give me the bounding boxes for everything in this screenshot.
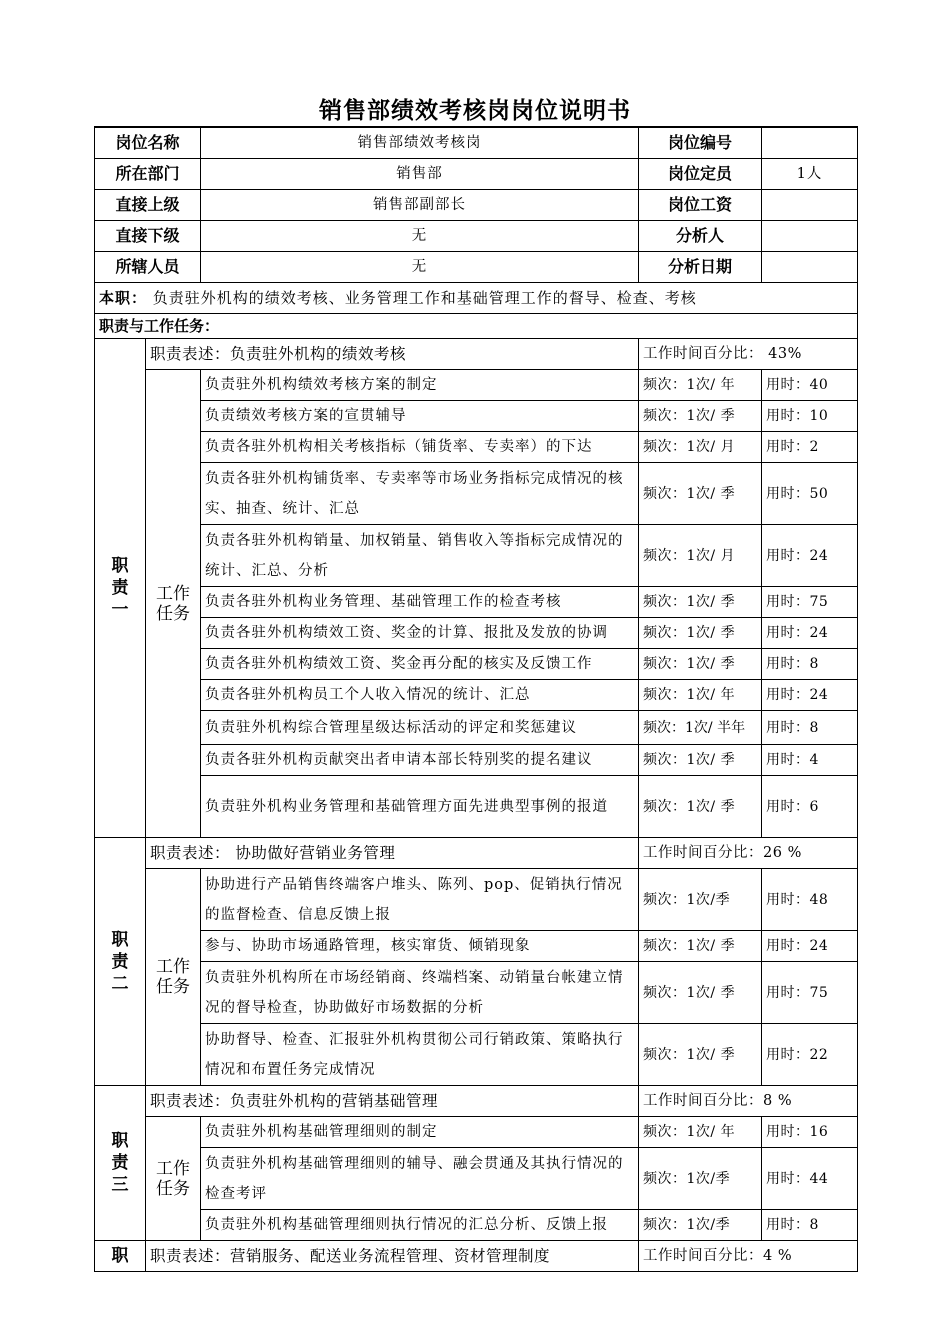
task-row — [95, 587, 858, 618]
task-hours: 用时：48 — [762, 869, 858, 931]
duty-label-text: 职责一 — [111, 556, 129, 620]
duty-label-text: 职责三 — [111, 1131, 129, 1195]
task-text: 协助进行产品销售终端客户堆头、陈列、pop、促销执行情况的监督检查、信息反馈上报 — [201, 869, 639, 931]
task-text: 负责各驻外机构贡献突出者申请本部长特别奖的提名建议 — [201, 745, 639, 776]
task-text: 协助督导、检查、汇报驻外机构贯彻公司行销政策、策略执行情况和布置任务完成情况 — [201, 1024, 639, 1086]
task-text: 负责驻外机构基础管理细则的制定 — [201, 1117, 639, 1148]
work-task-label — [146, 869, 201, 1086]
task-text: 负责各驻外机构员工个人收入情况的统计、汇总 — [201, 680, 639, 711]
task-row — [95, 1210, 858, 1241]
duty-label — [95, 339, 146, 838]
duty-label: 职 — [95, 1241, 146, 1272]
header-value: 1人 — [762, 159, 858, 190]
header-row — [95, 127, 858, 159]
task-row — [95, 869, 858, 931]
task-text: 负责各驻外机构铺货率、专卖率等市场业务指标完成情况的核实、抽查、统计、汇总 — [201, 463, 639, 525]
task-freq: 频次：1次/ 季 — [639, 463, 762, 525]
task-text: 负责各驻外机构绩效工资、奖金的计算、报批及发放的协调 — [201, 618, 639, 649]
header-label: 岗位工资 — [639, 190, 762, 221]
task-row — [95, 962, 858, 1024]
task-hours: 用时：24 — [762, 931, 858, 962]
duty-desc: 职责表述：负责驻外机构的营销基础管理 — [146, 1086, 639, 1117]
header-label: 所辖人员 — [95, 252, 201, 283]
header-value: 销售部副部长 — [201, 190, 639, 221]
task-text: 参与、协助市场通路管理，核实窜货、倾销现象 — [201, 931, 639, 962]
task-row — [95, 401, 858, 432]
task-freq: 频次：1次/ 季 — [639, 618, 762, 649]
task-freq: 频次：1次/ 季 — [639, 745, 762, 776]
duties-heading: 职责与工作任务： — [95, 314, 858, 339]
task-hours: 用时：8 — [762, 711, 858, 745]
task-hours: 用时：24 — [762, 618, 858, 649]
benzhi-cell — [95, 283, 858, 314]
task-hours: 用时：10 — [762, 401, 858, 432]
task-text: 负责驻外机构业务管理和基础管理方面先进典型事例的报道 — [201, 776, 639, 838]
header-label: 直接上级 — [95, 190, 201, 221]
task-freq: 频次：1次/ 年 — [639, 680, 762, 711]
task-hours: 用时：75 — [762, 587, 858, 618]
task-freq: 频次：1次/季 — [639, 1210, 762, 1241]
task-row — [95, 745, 858, 776]
duty-desc: 职责表述：营销服务、配送业务流程管理、资材管理制度 — [146, 1241, 639, 1272]
header-row — [95, 190, 858, 221]
header-value: 销售部 — [201, 159, 639, 190]
header-value — [762, 221, 858, 252]
header-label: 所在部门 — [95, 159, 201, 190]
task-text: 负责绩效考核方案的宣贯辅导 — [201, 401, 639, 432]
header-row — [95, 159, 858, 190]
task-text: 负责各驻外机构业务管理、基础管理工作的检查考核 — [201, 587, 639, 618]
task-hours: 用时：50 — [762, 463, 858, 525]
task-freq: 频次：1次/ 季 — [639, 649, 762, 680]
task-hours: 用时：40 — [762, 370, 858, 401]
duty-desc-row — [95, 1241, 858, 1272]
benzhi-row — [95, 283, 858, 314]
task-freq: 频次：1次/ 季 — [639, 587, 762, 618]
task-row — [95, 525, 858, 587]
duty-pct: 工作时间百分比：8 % — [639, 1086, 858, 1117]
task-row — [95, 776, 858, 838]
task-hours: 用时：8 — [762, 1210, 858, 1241]
task-hours: 用时：2 — [762, 432, 858, 463]
benzhi-label: 本职： — [99, 289, 148, 307]
header-value — [762, 127, 858, 159]
header-value — [762, 190, 858, 221]
header-row — [95, 252, 858, 283]
task-text: 负责各驻外机构相关考核指标（铺货率、专卖率）的下达 — [201, 432, 639, 463]
task-freq: 频次：1次/ 季 — [639, 776, 762, 838]
duty-desc: 职责表述： 协助做好营销业务管理 — [146, 838, 639, 869]
duty-desc-row — [95, 1086, 858, 1117]
task-freq: 频次：1次/ 月 — [639, 525, 762, 587]
task-row — [95, 370, 858, 401]
page-title: 销售部绩效考核岗岗位说明书 — [319, 98, 631, 124]
task-freq: 频次：1次/ 季 — [639, 401, 762, 432]
task-hours: 用时：24 — [762, 680, 858, 711]
task-text: 负责驻外机构基础管理细则执行情况的汇总分析、反馈上报 — [201, 1210, 639, 1241]
task-row — [95, 1024, 858, 1086]
task-text: 负责各驻外机构销量、加权销量、销售收入等指标完成情况的统计、汇总、分析 — [201, 525, 639, 587]
task-text: 负责驻外机构基础管理细则的辅导、融会贯通及其执行情况的检查考评 — [201, 1148, 639, 1210]
task-hours: 用时：6 — [762, 776, 858, 838]
header-label: 分析人 — [639, 221, 762, 252]
task-freq: 频次：1次/季 — [639, 1148, 762, 1210]
header-value: 销售部绩效考核岗 — [201, 127, 639, 159]
benzhi-text: 负责驻外机构的绩效考核、业务管理工作和基础管理工作的督导、检查、考核 — [152, 289, 697, 307]
task-text: 负责驻外机构所在市场经销商、终端档案、动销量台帐建立情况的督导检查，协助做好市场数据的分析 — [201, 962, 639, 1024]
header-label: 岗位名称 — [95, 127, 201, 159]
header-value: 无 — [201, 252, 639, 283]
task-hours: 用时：16 — [762, 1117, 858, 1148]
header-row — [95, 221, 858, 252]
duty-desc-row — [95, 838, 858, 869]
task-row — [95, 1117, 858, 1148]
task-row — [95, 649, 858, 680]
work-task-label — [146, 370, 201, 838]
task-hours: 用时：22 — [762, 1024, 858, 1086]
task-row — [95, 711, 858, 745]
task-freq: 频次：1次/ 季 — [639, 962, 762, 1024]
task-row — [95, 1148, 858, 1210]
header-label: 岗位定员 — [639, 159, 762, 190]
header-label: 分析日期 — [639, 252, 762, 283]
task-freq: 频次：1次/ 月 — [639, 432, 762, 463]
work-task-text: 工作任务 — [156, 1158, 190, 1199]
work-task-text: 工作任务 — [156, 583, 190, 624]
task-hours: 用时：4 — [762, 745, 858, 776]
task-hours: 用时：75 — [762, 962, 858, 1024]
task-freq: 频次：1次/ 年 — [639, 1117, 762, 1148]
task-freq: 频次：1次/ 半年 — [639, 711, 762, 745]
duty-pct: 工作时间百分比：26 % — [639, 838, 858, 869]
duty-desc-row — [95, 339, 858, 370]
work-task-text: 工作任务 — [156, 957, 190, 997]
work-task-label — [146, 1117, 201, 1241]
task-row — [95, 680, 858, 711]
duties-heading-row — [95, 314, 858, 339]
task-row — [95, 618, 858, 649]
task-freq: 频次：1次/ 季 — [639, 931, 762, 962]
job-description-table — [94, 126, 858, 1272]
duty-pct: 工作时间百分比： 43% — [639, 339, 858, 370]
task-freq: 频次：1次/季 — [639, 869, 762, 931]
task-freq: 频次：1次/ 季 — [639, 1024, 762, 1086]
task-hours: 用时：8 — [762, 649, 858, 680]
task-text: 负责驻外机构绩效考核方案的制定 — [201, 370, 639, 401]
duty-label-text: 职责二 — [111, 929, 129, 994]
duty-label — [95, 1086, 146, 1241]
task-text: 负责各驻外机构绩效工资、奖金再分配的核实及反馈工作 — [201, 649, 639, 680]
duty-pct: 工作时间百分比：4 % — [639, 1241, 858, 1272]
duty-desc: 职责表述：负责驻外机构的绩效考核 — [146, 339, 639, 370]
task-hours: 用时：24 — [762, 525, 858, 587]
task-text: 负责驻外机构综合管理星级达标活动的评定和奖惩建议 — [201, 711, 639, 745]
task-hours: 用时：44 — [762, 1148, 858, 1210]
task-row — [95, 463, 858, 525]
header-label: 岗位编号 — [639, 127, 762, 159]
header-label: 直接下级 — [95, 221, 201, 252]
task-row — [95, 432, 858, 463]
task-row — [95, 931, 858, 962]
header-value: 无 — [201, 221, 639, 252]
duty-label — [95, 838, 146, 1086]
task-freq: 频次：1次/ 年 — [639, 370, 762, 401]
header-value — [762, 252, 858, 283]
